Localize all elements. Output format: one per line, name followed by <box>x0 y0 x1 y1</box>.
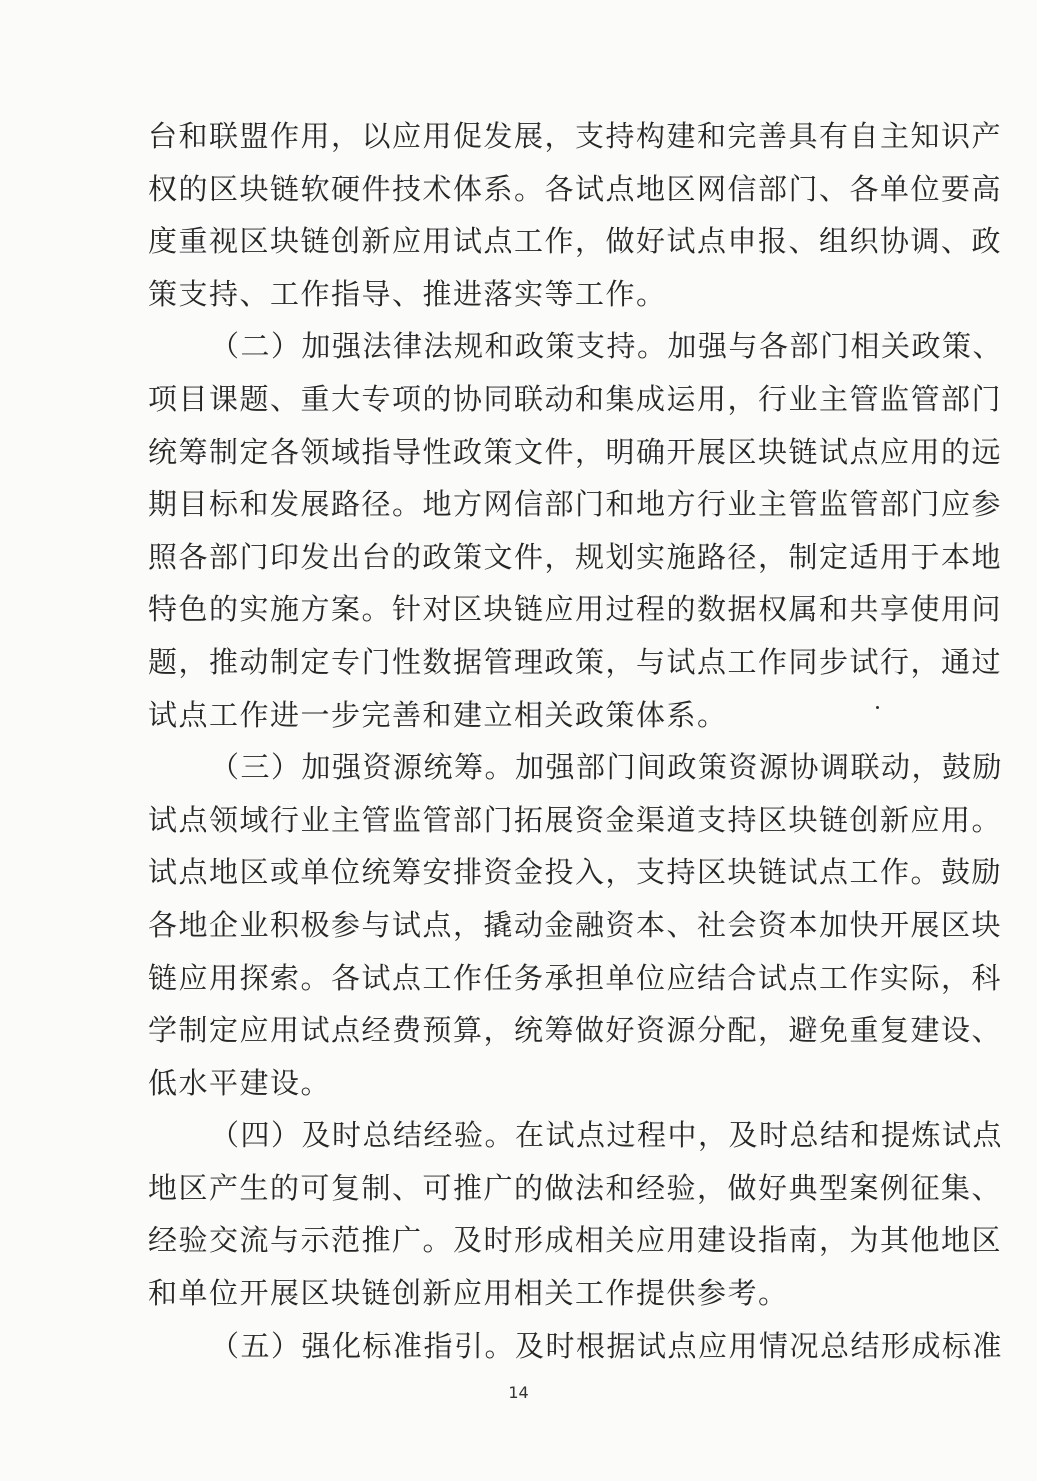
body-text <box>148 110 1004 1372</box>
text-line: 题，推动制定专门性数据管理政策，与试点工作同步试行，通过 <box>148 644 1003 679</box>
text-line: 地区产生的可复制、可推广的做法和经验，做好典型案例征集、 <box>148 1170 1003 1205</box>
text-line: 统筹制定各领域指导性政策文件，明确开展区块链试点应用的远 <box>148 434 1003 469</box>
text-line: 低水平建设。 <box>148 1065 332 1100</box>
text-line: 经验交流与示范推广。及时形成相关应用建设指南，为其他地区 <box>148 1223 1003 1258</box>
scan-speck <box>876 706 879 709</box>
text-line: 度重视区块链创新应用试点工作，做好试点申报、组织协调、政 <box>148 224 1003 259</box>
text-line: 照各部门印发出台的政策文件，规划实施路径，制定适用于本地 <box>148 539 1003 574</box>
section-heading-line: （二）加强法律法规和政策支持。加强与各部门相关政策、 <box>210 329 1004 364</box>
text-line: 台和联盟作用，以应用促发展，支持构建和完善具有自主知识产 <box>148 119 1003 153</box>
section-heading-line: （四）及时总结经验。在试点过程中，及时总结和提炼试点 <box>210 1118 1004 1153</box>
section-heading-line: （五）强化标准指引。及时根据试点应用情况总结形成标准 <box>210 1328 1004 1363</box>
text-line: 权的区块链软硬件技术体系。各试点地区网信部门、各单位要高 <box>148 171 1003 206</box>
text-line: 特色的实施方案。针对区块链应用过程的数据权属和共享使用问 <box>148 592 1003 627</box>
text-line: 试点领域行业主管监管部门拓展资金渠道支持区块链创新应用。 <box>148 802 1003 837</box>
text-line: 期目标和发展路径。地方网信部门和地方行业主管监管部门应参 <box>148 487 1003 522</box>
page-number: 14 <box>508 1383 529 1402</box>
text-line: 链应用探索。各试点工作任务承担单位应结合试点工作实际，科 <box>148 960 1003 995</box>
text-line: 试点地区或单位统筹安排资金投入，支持区块链试点工作。鼓励 <box>148 855 1003 890</box>
text-line: 项目课题、重大专项的协同联动和集成运用，行业主管监管部门 <box>148 381 1003 416</box>
text-line: 试点工作进一步完善和建立相关政策体系。 <box>148 697 728 732</box>
text-line: 策支持、工作指导、推进落实等工作。 <box>148 276 667 311</box>
text-line: 各地企业积极参与试点，撬动金融资本、社会资本加快开展区块 <box>148 907 1003 942</box>
text-line: 和单位开展区块链创新应用相关工作提供参考。 <box>148 1276 789 1311</box>
text-line: 学制定应用试点经费预算，统筹做好资源分配，避免重复建设、 <box>148 1013 1003 1048</box>
section-heading-line: （三）加强资源统筹。加强部门间政策资源协调联动，鼓励 <box>210 750 1004 785</box>
